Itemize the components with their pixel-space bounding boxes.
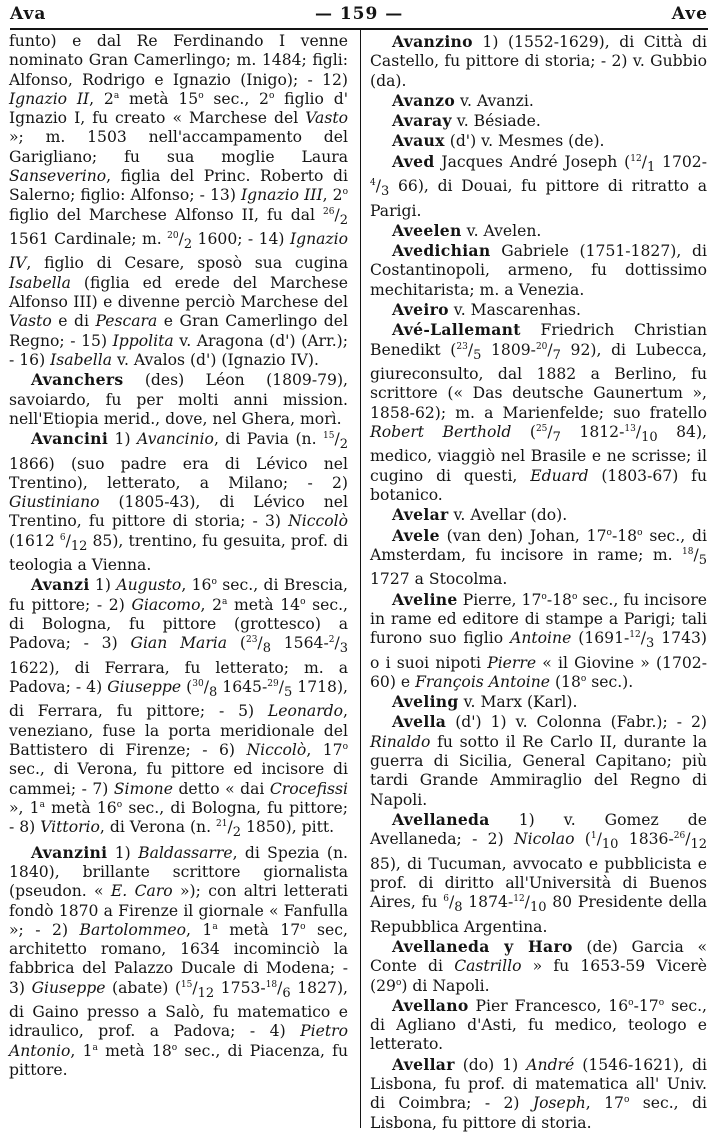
dictionary-entry: Avellaneda 1) v. Gomez de Avellaneda; - 2) Nicolao ($^1/_{10}$ $1836-^{26}/_{12}$ 85), di Tucuman, avvocato e pubblicista e prof. di diritto all'Università di Buenos Aires, fu $^6/_8$ $1874-^{12}/_{10}$ 80 Presidente della Repubblica Argentina. (370, 809, 707, 936)
entry-headword: Avanzi (31, 575, 90, 595)
dictionary-entry: Avele (van den) Johan, 17$^o$-18$^o$ sec., di Amsterdam, fu incisore in rame; m. $^{18}/_5$ 1727 a Stocolma. (370, 525, 707, 589)
entry-headword: Avedichian (392, 241, 491, 261)
entry-headword: Avele (392, 525, 440, 545)
dictionary-entry: Aveline Pierre, 17$^o$-18$^o$ sec., fu incisore in rame ed editore di stampe a Parigi; tali furono suo figlio Antoine ($1691-^{12}/_3$ 1743) o i suoi nipoti Pierre « il Giovine » (1702-60) e François Antoine (18$^o$ sec.). (370, 589, 708, 691)
dictionary-entry: Avanzino 1) (1552-1629), di Città di Castello, fu pittore di storia; - 2) v. Gubbio (da). (370, 32, 707, 90)
entry-headword: Avaray (392, 111, 452, 131)
entry-headword: Avaux (392, 131, 445, 151)
entry-headword: Avelar (392, 505, 449, 525)
dictionary-entry: Avella (d') 1) v. Colonna (Fabr.); - 2) Rinaldo fu sotto il Re Carlo II, durante la guerra di Sicilia, General Capitano; più tardi Grande Ammiraglio del Regno di Napoli. (370, 712, 707, 809)
dictionary-entry: Avanzini 1) Baldassarre, di Spezia (n. 1840), brillante scrittore giornalista (pseudon. « E. Caro »); con altri letterati fondò 1870 a Firenze il giornale « Fanfulla »; - 2) Bartolommeo, 1$^a$ metà 17$^o$ sec, architetto romano, 1634 incominciò la fabbrica del Palazzo Ducale di Modena; - 3) Giuseppe (abate) ($^{15}/_{12}$ $1753-^{18}/_6$ 1827), di Gaino presso a Salò, fu matematico e idraulico, prof. a Padova; - 4) Pietro Antonio, 1$^a$ metà 18$^o$ sec., di Piacenza, fu pittore. (9, 842, 349, 1080)
entry-headword: Avella (392, 712, 447, 732)
page-number: — 159 — (314, 4, 404, 24)
column-divider (360, 30, 361, 1128)
entry-headword: Aveline (392, 589, 458, 609)
dictionary-entry: Avanzo v. Avanzi. (392, 90, 534, 110)
dictionary-entry: funto) e dal Re Ferdinando I venne nominato Gran Camerlingo; m. 1484; figli: Alfonso, Rodrigo e Ignazio (Inigo); - 12) Ignazio II, 2$^a$ metà 15$^o$ sec., 2$^o$ figlio d' Ignazio I, fu creato « Marchese del Vasto »; m. 1503 nell'accampamento del Garigliano; fu sua moglie Laura Sanseverino, figlia del Princ. Roberto di Salerno; figlio: Alfonso; - 13) Ignazio III, 2$^o$ figlio del Marchese Alfonso II, fu dal $^{26}/_2$ 1561 Cardinale; m. $^{20}/_2$ 1600; - 14) Ignazio IV, figlio di Cesare, sposò sua cugina Isabella (figlia ed erede del Marchese Alfonso III) e divenne perciò Marchese del Vasto e di Pescara e Gran Camerlingo del Regno; - 15) Ippolita v. Aragona (d') (Arr.); - 16) Isabella v. Avalos (d') (Ignazio IV). (9, 32, 349, 369)
dictionary-entry: Avellar (do) 1) André (1546-1621), di Lisbona, fu prof. di matematica all' Univ. di Coimbra; - 2) Joseph, 17$^o$ sec., di Lisbona, fu pittore di storia. (370, 1054, 707, 1132)
dictionary-entry: Avellaneda y Haro (de) Garcia « Conte di Castrillo » fu 1653-59 Vicerè (29$^o$) di Napoli. (370, 936, 708, 995)
dictionary-entry: Aveling v. Marx (Karl). (392, 692, 578, 712)
entry-headword: Avanzino (392, 32, 473, 51)
running-header (10, 2, 708, 26)
entry-headword: Avancini (31, 429, 109, 449)
entry-headword: Avellaneda y Haro (392, 936, 573, 956)
dictionary-entry: Avedichian Gabriele (1751-1827), di Costantinopoli, armeno, fu dottissimo mechitarista; m. a Venezia. (370, 241, 707, 299)
dictionary-entry: Avelar v. Avellar (do). (392, 505, 568, 525)
entry-headword: Avellano (392, 995, 469, 1015)
dictionary-entry: Aved Jacques André Joseph ($^{12}/_1$ $1702-^4/_3$ 66), di Douai, fu pittore di ritratto a Parigi. (370, 151, 707, 220)
dictionary-entry: Avaray v. Bésiade. (392, 111, 541, 131)
header-left-word: Ava (10, 4, 47, 24)
left-column (9, 32, 348, 1080)
dictionary-entry: Avaux (d') v. Mesmes (de). (392, 131, 605, 151)
dictionary-entry: Avanchers (des) Léon (1809-79), savoiardo, fu per molti anni mission. nell'Etiopia merid., dove, nel Ghera, morì. (9, 370, 348, 428)
entry-headword: Avanzo (392, 90, 456, 110)
header-rule (10, 28, 708, 30)
entry-headword: Avellaneda (392, 809, 490, 829)
dictionary-entry: Avanzi 1) Augusto, 16$^o$ sec., di Brescia, fu pittore; - 2) Giacomo, 2$^a$ metà 14$^o$ sec., di Bologna, fu pittore (grottesco) a Padova; - 3) Gian Maria ($^{23}/_8$ $1564-^2/_3$ 1622), di Ferrara, fu letterato; m. a Padova; - 4) Giuseppe ($^{30}/_8$ $1645-^{29}/_5$ 1718), di Ferrara, fu pittore; - 5) Leonardo, veneziano, fuse la porta meridionale del Battistero di Firenze; - 6) Niccolò, 17$^o$ sec., di Verona, fu pittore ed incisore di cammei; - 7) Simone detto « dai Crocefissi », 1$^a$ metà 16$^o$ sec., di Bologna, fu pittore; - 8) Vittorio, di Verona (n. $^{21}/_2$ 1850), pitt. (9, 575, 349, 841)
dictionary-entry: Aveelen v. Avelen. (392, 220, 542, 240)
entry-headword: Avanzini (31, 842, 108, 862)
entry-headword: Avé-Lallemant (392, 320, 521, 340)
entry-headword: Aved (392, 151, 435, 171)
entry-headword: Avanchers (31, 370, 124, 390)
dictionary-entry: Avellano Pier Francesco, 16$^o$-17$^o$ sec., di Agliano d'Asti, fu medico, teologo e letterato. (370, 995, 707, 1054)
entry-headword: Aveelen (392, 220, 462, 240)
dictionary-entry: Avancini 1) Avancinio, di Pavia (n. $^{15}/_2$ 1866) (suo padre era di Lévico nel Trentino), letterato, a Milano; - 2) Giustiniano (1805-43), di Lévico nel Trentino, fu pittore di storia; - 3) Niccolò (1612 $^6/_{12}$ 85), trentino, fu gesuita, prof. di teologia a Vienna. (9, 429, 348, 575)
dictionary-entry: Aveiro v. Mascarenhas. (392, 300, 581, 320)
right-column (370, 32, 707, 1133)
header-right-word: Ave (671, 4, 708, 24)
dictionary-entry: Avé-Lallemant Friedrich Christian Benedikt ($^{23}/_5$ $1809-^{20}/_7$ 92), di Lubecca, giureconsulto, dal 1882 a Berlino, fu scrittore (« Das deutsche Gaunertum », 1858-62); m. a Marienfelde; suo fratello Robert Berthold ($^{25}/_7$ $1812-^{13}/_{10}$ 84), medico, viaggiò nel Brasile e ne scrisse; il cugino di questi, Eduard (1803-67) fu botanico. (370, 320, 708, 504)
entry-headword: Avellar (392, 1054, 455, 1074)
entry-headword: Aveiro (392, 300, 449, 320)
entry-headword: Aveling (392, 692, 459, 712)
